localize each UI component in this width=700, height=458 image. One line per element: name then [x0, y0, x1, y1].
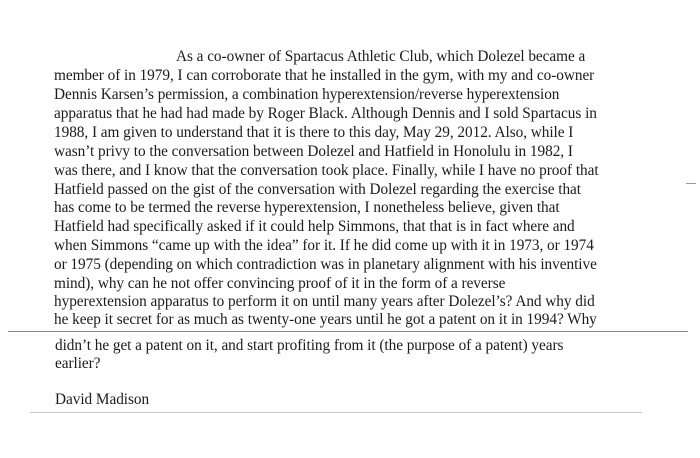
text-line: apparatus that he had had made by Roger Black. Although Dennis and I sold Spartacus in	[54, 105, 597, 122]
text-line: when Simmons “came up with the idea” for it. If he did come up with it in 1973, or 1974	[54, 237, 594, 254]
text-line: has come to be termed the reverse hyperextension, I nonetheless believe, given that	[54, 199, 560, 216]
text-line: As a co-owner of Spartacus Athletic Club, which Dolezel became a	[176, 48, 586, 65]
signature-name: David Madison	[55, 391, 150, 408]
bottom-rule	[30, 412, 642, 413]
margin-mark	[686, 183, 696, 184]
text-line: hyperextension apparatus to perform it on until many years after Dolezel’s? And why did	[54, 293, 595, 310]
text-line: mind), why can he not offer convincing proof of it in the form of a reverse	[54, 275, 506, 292]
text-line: was there, and I know that the conversation took place. Finally, while I have no proof that	[54, 162, 599, 179]
text-line: Hatfield passed on the gist of the conversation with Dolezel regarding the exercise that	[54, 181, 581, 198]
text-line: Hatfield had specifically asked if it could help Simmons, that that is in fact where and	[54, 218, 575, 235]
text-line: earlier?	[55, 355, 101, 372]
text-line: or 1975 (depending on which contradiction was in planetary alignment with his inventive	[54, 256, 597, 273]
text-line: member of in 1979, I can corroborate that he installed in the gym, with my and co-owner	[54, 67, 595, 84]
text-line: 1988, I am given to understand that it is there to this day, May 29, 2012. Also, while I	[54, 124, 574, 141]
text-line: Dennis Karsen’s permission, a combination hyperextension/reverse hyperextension	[54, 86, 560, 103]
text-line: didn’t he get a patent on it, and start profiting from it (the purpose of a patent) years	[55, 337, 564, 354]
text-line: wasn’t privy to the conversation between Dolezel and Hatfield in Honolulu in 1982, I	[54, 143, 573, 160]
page-join-rule	[8, 331, 688, 332]
text-line: he keep it secret for as much as twenty-one years until he got a patent on it in 1994? Why	[54, 311, 597, 328]
